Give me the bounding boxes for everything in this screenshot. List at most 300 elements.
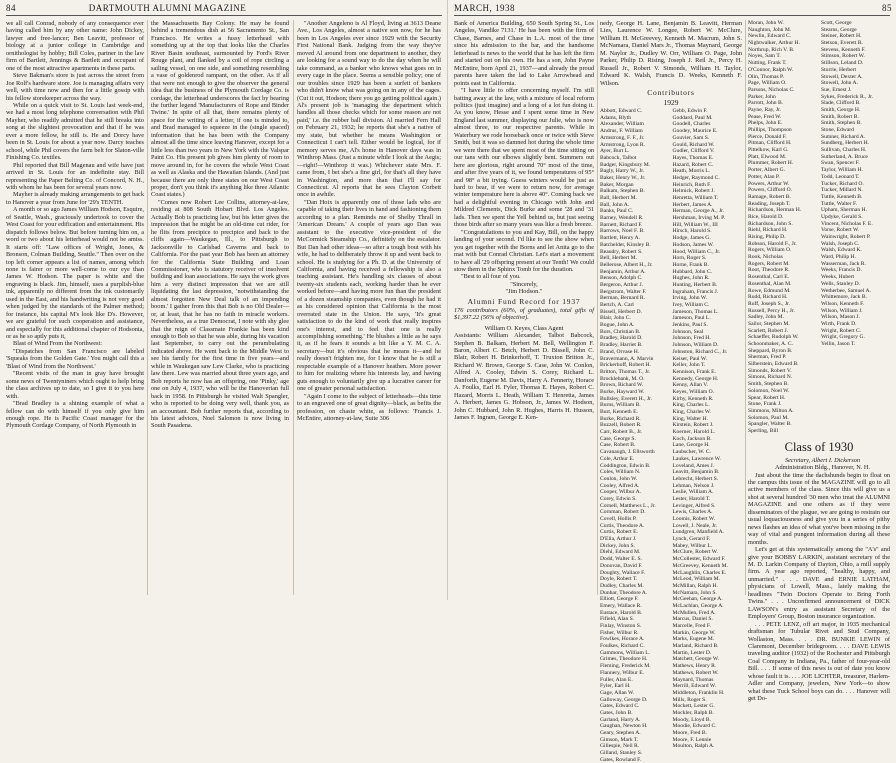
contributor-name: Russell, Percy H., Jr. — [748, 307, 795, 314]
right-column-1 — [454, 20, 594, 598]
contributor-name: Marks, Eugene M. — [672, 636, 715, 643]
contributor-name: Wilson, Kenneth F. — [821, 300, 865, 307]
contributor-name: Schoonmaker, A. C. — [748, 341, 793, 347]
contributor-name: Donovan, David F. — [600, 562, 643, 569]
contributor-name: Koerner, Harold L. — [672, 429, 716, 436]
contributor-name: Bartlett, Henry A. — [600, 235, 641, 242]
contributor-name: Barrows, Noel F. B. — [600, 228, 645, 235]
contributor-name: Dickey, John S. — [600, 542, 636, 549]
column-divider — [745, 20, 746, 595]
contributor-name: Kirby, Kenneth R. — [672, 395, 714, 402]
left-column-1 — [6, 20, 144, 598]
contributor-names-col-b — [673, 108, 743, 763]
contributor-name: Wilson, William J. — [821, 307, 863, 314]
contributor-name: Burke, Richard R. — [600, 415, 641, 422]
contributor-list — [600, 108, 742, 763]
contributor-name: McLachlan, George A. — [672, 602, 724, 609]
contributor-name: Powers, Clifford O. — [748, 187, 793, 194]
contributor-name: Gaughan, Newton H. — [600, 723, 648, 730]
contributor-name: King, Walter H. — [672, 415, 708, 422]
contributor-name: Pease, Fred W. — [748, 113, 782, 120]
contributor-name: Moran, John W. — [748, 20, 784, 26]
contributor-name: Parker, John — [748, 93, 776, 100]
contributor-name: Moodie, Edward C. — [672, 723, 717, 730]
contributor-name: Merrill, Edward W. — [672, 683, 716, 690]
paragraph: "Comes now Robert Lee Collins, attorney-at-law, residing at 808 South Hobart Blvd. Los Angeles. Actually Bob is practicing law, but his letter gives the impression that he might be an old-time cut rider, for he flits from precipice to precipice and back to the cliffs again—Waukegan, Ill., to Pittsburgh to Jacksonville to Carlsbad Caverns and back to California. For the past year Bob has been an attorney for the California State Building and Loan Commissioner, who is statutory receiver of insolvent building and loan associations. He says the work gives him a very distinct impression that we are still liquidating the last depression, 'notwithstanding the almost forgotten New Deal talk of an impending boom.' I gather from this that Bob is no Old Dealer—or, at least, that he has no faith in miracle workers. Nevertheless, as a true Democrat, I note with shy glee that the reign of Classmate Frankie has been kind enough to Bob so that he was able, during his vacation last September, to carry out the perambulating indicated above. He went back to the Middle West to see his family for the first time in five years—and while in Waukegan saw Lew Clarke, who is practicing law there. Lew was married about three years ago, and Bob reports he now has an offspring, one 'Pinky,' age one on July 4, 1937, who will be the Hanoverian full back in 1958. In Pittsburgh he visited Walt Spangler, who is reported to be doing very well, thank you, as an accountant. Bob further reports that, according to his latest advices, Noel Salomon is now living in South Pasadena. — [151, 198, 289, 430]
right-header-rule — [454, 15, 890, 16]
contributor-name: Bullsley, Everett H., Jr. — [600, 395, 652, 402]
contributor-name: Bradley, Harold D. — [600, 335, 643, 342]
contributor-name: Brand, Orvase H. — [600, 348, 640, 355]
paragraph: we all call Conrad, nobody of any consequence ever having called him by any other name: John Dickey, lawyer and free-lancer; Ben Leavitt, professor of biology at a junior college in Cambridge and ornithologist by hobby; Bill Coles, partner in the law firm of Bartlett, Jennings & Bartlett and occupant of one of the most attractive apartments in these parts. — [6, 20, 144, 72]
contributor-name: Keller, John T. — [672, 362, 706, 369]
contributor-name: Rook, Nicholas — [748, 254, 783, 261]
contributor-name: Porter, Albert G. — [748, 167, 786, 174]
contributor-name: Johnson, William D. — [672, 342, 719, 349]
contributor-name: Irving, John W. — [672, 295, 707, 302]
contributor-name: Batchelder, Kinsley B. — [600, 241, 651, 248]
contributor-name: Smith, Stephen B. — [821, 120, 862, 127]
contributor-name: Fuller, Alan E. — [600, 676, 633, 683]
contributor-name: Stone, Frank J. — [748, 401, 782, 408]
contributor-name: Newlin, Edward C. — [748, 33, 792, 40]
contributor-name: Todd, Leonard T. — [821, 173, 860, 180]
contributor-name: Sundberg, Herbert H. — [821, 140, 870, 147]
contributor-name: Simonds, Robert V. — [748, 367, 792, 374]
contributor-name: Upham, Sherman H. — [821, 207, 867, 214]
contributor-name: McNamara, John S. — [672, 589, 717, 596]
contributor-name: King, Charles W. — [672, 409, 712, 416]
contributor-name: Bradley, Harriet B. — [600, 342, 643, 349]
contributor-name: Hughes, John R. — [672, 275, 710, 282]
contributor-name: Lehman, Nelson J. — [672, 482, 715, 489]
contributor-name: Doyle, Robert T. — [600, 576, 638, 583]
contributor-name: Johnston, Richard C., Jr. — [672, 348, 728, 355]
class-1930-heading: Class of 1930 — [784, 439, 854, 454]
paragraph: Blast of Wind From the Northwest: — [13, 340, 103, 348]
contributor-name: Smith, George H. — [821, 106, 861, 113]
contributor-name: Lewis, Charles A. — [672, 509, 713, 516]
left-magazine-title: DARTMOUTH ALUMNI MAGAZINE — [88, 3, 247, 13]
contributor-name: Horn, Roger S. — [672, 255, 707, 262]
contributor-name: Kennedy, George H. — [672, 375, 719, 382]
contributor-name: Bellerose, Albert H., Jr. — [600, 261, 653, 268]
contributor-name: Kirstein, Robert J. — [672, 422, 714, 429]
contributor-name: Taylor, William H. — [821, 167, 863, 174]
contributor-name: Blair, John C. — [600, 315, 631, 322]
contributor-name: Fyler, Earl H. — [600, 683, 631, 690]
paragraph: While on a quick visit to St. Louis last week-end, we had a most long telephone conversation with Phil Mayher, who readily admitted that he still breaks into song at the slightest provocation and that if he was ever a more fellow, he still is. He and Dorcy have been in St. Louis for about a year now. Darcy teaches school, while Phil covers the farm belt for Slaton-ville Finishing Co. textiles. — [6, 101, 144, 162]
paragraph: "Best to all four of you. — [461, 273, 521, 281]
contributor-name: Sadley, John M. — [748, 314, 784, 321]
contributor-name: Gebb, Edwin F. — [672, 108, 708, 115]
paragraph: "Dispatches from San Francisco are labeled 'Squeaks from the Golden Gate.' You might call this a 'Blast of Wind from the Northwest.' — [6, 347, 144, 370]
contributor-name: Payne, Ray, Jr. — [748, 106, 782, 113]
contributor-name: Leavitt, Benjamin B. — [672, 469, 720, 476]
paragraph: "Recent visits of the man in gray have brought some news of Twentyniners which ought to help bring the class archives up to date, so I give it to you here with. — [6, 370, 144, 400]
contributor-name: Goddard, Paul M. — [672, 114, 713, 121]
paragraph: Just about the time the dachshunds begin to float on the campus this issue of the MAGAZINE will go to all active members of the class. Since this will give us a shot at several hundred '30 men who treat the ALUMNI MAGAZINE and one others as if they were disseminators of the plague, we are going to restrain our usual loquaciousness and give you in a series of pithy news flashes an idea of what you've been missing in the way of vital and pungent information during all these months. — [748, 471, 890, 546]
contributor-name: Solomon, Noel W. — [748, 387, 790, 394]
contributor-name: Rosenthal, Carl E. — [748, 274, 790, 281]
contributor-name: Laubscher, W. C. — [672, 449, 711, 456]
contributor-name: Bogue, John A. — [600, 322, 635, 329]
contributor-name: Vincent, Nicholas F. E. — [821, 220, 873, 227]
contributor-name: Hubbard, John C. — [672, 268, 712, 275]
contributor-name: Fleming, Frederick M. — [600, 663, 651, 670]
contributor-name: Spangler, Walter B. — [748, 421, 792, 428]
contributor-name: Johnson, Fred H. — [672, 335, 711, 342]
contributor-name: Cavanaugh, J. Ellsworth — [600, 449, 655, 456]
paragraph: Bank of America Building, 650 South Spring St., Los Angeles, Vandike 7131.' He has been with the firm of Chase, Barnes, and Chase in L.A. most of the time since his admission to the bar, and the handsome letterhead is news to the world that he has left the firm and started out on his own. He has a son, John Payne McEntire, born April 21, 1937—and already the proud parents have taken the lad to Lake Arrowhead and points east in California. — [454, 20, 594, 87]
contributor-name: Rosenthal, Alan M. — [748, 280, 792, 287]
contributors-heading: Contributors — [647, 88, 695, 98]
contributor-name: Wainwright, Robert P. — [821, 234, 871, 240]
contributor-name: Gates, John B. — [600, 709, 633, 716]
contributor-name: Diehl, Edward M. — [600, 549, 641, 556]
contributor-name: Jameson, Paul L. — [672, 315, 711, 322]
contributor-name: Armstrong, Lyon R. — [600, 141, 646, 148]
contributor-name: Parsons, Nicholas C. — [748, 86, 795, 93]
contributor-name: Wirth, Frank D. — [821, 320, 857, 327]
contributor-name: Alexander, William — [600, 121, 644, 128]
contributor-name: Curtis, Theodore A. — [600, 522, 645, 529]
paragraph: "Dan Hoix is apparently one of those lads who are capable of taking their lives in hand and fashioning them according to a plan. Reminds me of Shelby Thrall in 'American Dream.' A couple of years ago Dan was assistant to the executive vice-president of the McCormick Steamship Co., definitely on the escalator. But Dan had other ideas—so after a tough bout with his wife, he had to deliberately throw it up and went back to school. He is studying for a Ph. D. at the University of California, and having received a fellowship is also a teaching assistant. He's handling six classes of about twenty-six students each, working harder than he ever worked before—and having more fun than the president of a dozen steamship companies, even though he had it as his considered opinion that California is the most overrated state in the Union. He says, 'It's great satisfaction to do the kind of work that really inspires one's interest, and to feel that one is really accomplishing something.' He blushes a little as he says it, as if he fears it sounds a bit like a Y. M. C. A. secretary—but it's obvious that he means it—and he really doesn't frighten me, for I know that he is still a respectable example of a Hanover heathen. More power to him for realizing where his interests lay, and having guts enough to voluntarily give up a lucrative career for one of greater personal satisfaction. — [297, 198, 441, 393]
paragraph: nedy, George H. Lane, Benjamin B. Leavitt, Herman Lies, Laurence W. Longee, Robert W. McClure, William H. McGreevey, Kenneth M. Macrum, John S. McNamara, Daniel Mars Jr., Thomas Maynard, George M. Naylor Jr., Dudley W. Orr, William O. Page, John Parker, Philip D. Rising, Joseph J. Reil Jr., Percy H. Russell Jr., Robert V. Simonds, William H. Taylor, Edward K. Walsh, Francis D. Weeks, Kenneth F. Wilson. — [600, 20, 742, 87]
paragraph: A month or so ago James William Hodson, Esquire, of Seattle, Wash., graciously undertook to cover the West Coast for your edification and entertainment. His dispatch follows below. But before turning him on, a word or two about his letterhead would not be amiss. It starts off: "Law offices of Wright, Jones, & Bronson, Colman Building, Seattle." Then over on the top left corner appears a list of names, among which none is fairer or more well-come to our eye than James W. Hodson. The paper is white and the engraving is black. Jim, himself, uses a purplish-blue ink, apparently no different from the ink customarily used in the East, and his handwriting is not very good when judged by the standards of the Palmer method; for instance, his capital M's look like D's. However, we are grateful for such cooperation and assistance, and especially for this additional chapter of Hodsonia, or as he so aptly puts it, — [6, 206, 144, 341]
contributor-name: McGeehan, George A. — [672, 596, 723, 603]
contributor-name: Covell, Hollis P. — [600, 516, 637, 523]
contributor-name: Steiner, Robert H. — [821, 33, 862, 40]
contributor-name: Moulton, Ralph A. — [672, 743, 715, 750]
contributor-name: Lundgren, Manfield A. — [672, 529, 725, 536]
contributor-name: Bissell, Herbert D. — [600, 308, 642, 315]
left-column-2 — [151, 20, 289, 598]
contributor-name: Robson, Harold F., Jr. — [748, 240, 797, 247]
contributor-name: Phelps, John E. — [748, 120, 783, 127]
contributor-name: Ruff, Joseph S., Jr. — [748, 300, 791, 307]
contributor-name: Johnson, Seal — [672, 328, 704, 335]
contributor-name: Root, Theodore R. — [748, 267, 790, 274]
contributor-name: Hunting, Herbert B. — [672, 281, 718, 288]
fund-summary: 176 contributors (60%, of graduates), total gifts of $1,397.22 (56% of objective). — [454, 306, 594, 322]
contributor-name: Hazard, Robert C. — [672, 161, 714, 168]
contributor-name: Helmick, Robert J. — [672, 188, 715, 195]
contributor-name: Mathews, Henry R. — [672, 663, 717, 670]
contributor-name: Sutherland, A. Bruce — [821, 153, 868, 160]
contributor-name: Pitman, Clifford H. — [748, 140, 792, 147]
contributor-name: Garland, Harry A. — [600, 716, 641, 723]
contributor-name: McMillan, Ralph H. — [672, 582, 718, 589]
contributor-name: Jameson, Thomas L. — [672, 308, 719, 315]
contributor-name: Bors, Christian B. — [600, 328, 641, 335]
contributor-name: Pittelkow, Karl G. — [748, 147, 789, 154]
contributor-name: Richardson, John S. — [748, 220, 793, 227]
contributor-name: Moore, Fred B. — [672, 730, 707, 737]
contributor-name: Cornell, Matthews L., Jr. — [600, 502, 656, 509]
contributor-name: Whittemore, Jack B. — [821, 294, 867, 301]
contributor-name: Eustace, Harold B. — [600, 609, 643, 616]
contributor-name: Simons, Richard N. — [748, 374, 793, 381]
contributor-name: Marland, Richard B. — [672, 643, 719, 650]
contributor-name: Benjamin, Arthur A. — [600, 268, 646, 275]
contributor-name: Bravermann, A. Marvin — [600, 355, 654, 362]
contributor-name: Wilson, Mason J. — [821, 314, 860, 321]
contributor-name: Gimson, Mark T. — [600, 736, 639, 743]
contributor-name: Heinrich, Ruth F. — [672, 181, 712, 188]
contributor-name: Naughton, John M. — [748, 26, 792, 33]
contributor-name: Leslie, William A. — [672, 489, 714, 496]
contributor-name: Stevens, Kenneth F. — [821, 46, 866, 53]
contributor-name: McCollester, Edward F. — [672, 556, 726, 563]
paragraph: "Congratulations to you and Kay, Bill, on the happy landing of your second. I'd like to see the show when you get together with the Borns and let Anita go to the mat with but Conrad Christian. Let's start a movement to have all '29 offspring present at our Tenth! We could stow them in the Sphinx Tomb for the duration. — [454, 228, 594, 273]
paragraph: Phil reported that Bill Magenau and wife have just arrived in St. Louis for an indefinite stay. Bill representing the Paper Belting Co. of Concord, N. H., with whom he has been for several years now. — [6, 161, 144, 191]
assistants-paragraph: Assistants: William Alexander, Talbot Babcock, Stephen B. Balkam, Herbert M. Bell, Wellington F. Baron, Albert C. Betch, Herbert D. Bissell, John C. Blair, Robert H. Brinkerhoff, T. Truxton Britton Jr., Richard W. Brown, George S. Case, John W. Conlon, Alfred A. Cooley, Edwin S. Corey, Richard L. Danforth, Eugene M. Davis, Harry A. Fennerty, Horace A. Foulks, Earl H. Fyler, Thomas E. Hayes, Robert C. Hazard, Morris L. Heath, William T. Henretta, James A. Herbert, James G. Hobson, Jr., James W. Hodson, John C. Hubbard, John R. Hughes, Harris H. Husson, James F. Ingram, George E. Ken- — [454, 332, 594, 422]
contributor-name: Stillson, Leland D. — [821, 60, 864, 67]
contributor-name: D'Elia, Arthur J. — [600, 536, 637, 543]
contributor-name: Schaeffer, Rudolph W. — [748, 334, 799, 341]
contributor-name: Corey, Edwin S. — [600, 495, 637, 502]
contributor-name: Rising, Philip D. — [748, 234, 786, 240]
contributor-name: Buzzell, Robert R. — [600, 422, 642, 429]
contributor-name: King, Charles L. — [672, 402, 710, 409]
contributor-name: Page, William O. — [748, 80, 787, 87]
contributor-name: Tucker, Richard O. — [821, 180, 864, 187]
contributor-name: Conlon, John W. — [600, 475, 638, 482]
contributor-name: Ramage, Robert B. — [748, 193, 791, 200]
contributor-name: Gould, Richard W. — [672, 141, 715, 148]
contributor-name: Burt, Kenneth E. — [600, 409, 638, 416]
contributor-name: Rowe, Edmund M. — [748, 287, 791, 294]
contributor-name: Koch, Jackson B. — [672, 435, 712, 442]
contributor-name: Jenkins, Paul S. — [672, 322, 708, 329]
contributor-name: Wright, Gregory G. — [821, 334, 865, 341]
contributor-name: Brown, Richard W. — [600, 382, 644, 389]
contributor-name: Lebrecht, Herbert S. — [672, 475, 719, 482]
contributor-name: Gillespie, Neil R. — [600, 743, 640, 750]
contributor-name: Powers, Arthur W. — [748, 180, 790, 187]
column-divider — [147, 20, 148, 595]
contributor-name: Doughty, Wallace F. — [600, 569, 646, 576]
contributor-name: Scott, George — [821, 20, 852, 26]
contributor-name: Barney, Wendell R. — [600, 215, 644, 222]
contributor-name: Gammons, William L. — [600, 649, 651, 656]
contributor-name: Flannery, Wilbur E. — [600, 669, 645, 676]
contributor-name: Sheppard, Byron B. — [748, 347, 793, 354]
contributor-name: Weeks, Francis D. — [821, 267, 862, 274]
contributor-name: Case, Robert B. — [600, 442, 636, 449]
contributor-name: Bell, Herbert M. — [600, 255, 637, 262]
contributor-name: Levinger, Alfred S. — [672, 502, 716, 509]
contributor-name: Sailor, Stephen M. — [748, 320, 790, 327]
contributor-name: Hood, William C., Jr. — [672, 248, 721, 255]
contributor-name: McClure, Robert W. — [672, 549, 718, 556]
contributor-name: Ball, John A. — [600, 201, 630, 208]
contributor-list-continued — [748, 20, 890, 435]
contributor-name: Scarlett, Robert J. — [748, 327, 789, 334]
contributor-name: Solomon, Paul M. — [748, 414, 789, 421]
contributor-name: Marcus, Daniel S. — [672, 616, 713, 623]
contributor-name: Walsh, Edward K. — [821, 247, 862, 254]
contributor-name: Cooper, Wilbur A. — [600, 489, 642, 496]
contributor-name: Tucker, Millard N. — [821, 187, 863, 194]
contributor-name: Loveland, Ames J. — [672, 462, 715, 469]
paragraph: "Another Angeleno is Al Floyd, living at 3613 Deane Ave., Los Angeles, almost a native son now, for he has been in Los Angeles ever since 1929 with the Security First National Bank. Judging from the way they've moved Al around from one department to another, they are looking for a sound way to do the day when he will take command, as a banker who knows what goes on in every cage in the place. Seems a sensible policy; one of our troubles since 1929 has been a surfeit of bankers who didn't know what was going on in any of the cages. (Cut it out, Hodson; there you go getting political again.) Al's present job is 'managing the department which handles all those checks which for some reason are not paid,' i.e. the rubber ball division. Al married Fern Hall on February 21, 1932; he reports that she's a native of my state, but whether he means Washington or Connecticut I can't tell. Either would be logical, for if memory serves me, Al's home in Hanover days was in Winthrop Mass. (Just a minute while I look at the Aegis;—right!—Winthrop it was.) Whichever state Mrs. F. came from, I bet she's a fine girl, for that's all they have in Washington, and more than that I'll say for Connecticut. Al reports that he sees Clayton Corbett once in awhile. — [297, 20, 441, 199]
contributor-name: Abbott, Edward C. — [600, 108, 643, 115]
contributor-name: Herman, George A., Jr. — [672, 208, 725, 215]
contributor-name: Potter, Alan P. — [748, 173, 780, 180]
contributor-name: McLaughlin, Charles E. — [672, 569, 727, 576]
contributor-name: Mockett, Lester G. — [672, 703, 715, 710]
contributor-name: Ball, Herbert M. — [600, 195, 637, 202]
contributor-name: Goodey, Maurice E. — [672, 128, 718, 135]
contributor-name: Mills, Roger S. — [672, 696, 707, 703]
contributor-name: Reading, Joseph T. — [748, 200, 791, 207]
contributor-name: Heath, Morris L. — [672, 168, 711, 175]
contributor-name: Loomis, Robert W. — [672, 516, 716, 523]
contributor-name: Barnett, Richard F. — [600, 221, 643, 228]
contributor-name: Keyes, William O. — [672, 388, 715, 395]
contributor-name: Rogers, William O. — [748, 247, 792, 254]
contributor-name: Hershman, Irving M. P. — [672, 215, 726, 222]
contributor-name: Spear, Robert H. — [748, 394, 786, 401]
left-column-3 — [297, 20, 441, 598]
left-page-header — [6, 3, 442, 13]
contributor-name: Nightwalker, Arthur H. — [748, 40, 800, 47]
contributor-name: Armstrong, F. F., Jr. — [600, 134, 645, 141]
contributor-name: Maynard, Thomas — [672, 676, 714, 683]
contributor-name: Bertch, A. Carl — [600, 302, 634, 309]
contributor-name: Hedger, Raymond C. — [672, 174, 720, 181]
contributor-name: Tuttle, Kenneth B. — [821, 193, 863, 200]
contributor-name: Platt, Elwood M. — [748, 153, 787, 160]
contributor-name: Noyes, Sam T. — [748, 53, 781, 60]
contributor-name: Brickerhoff, Robert H. — [600, 362, 651, 369]
contributor-name: McMullen, Fred A. — [672, 609, 716, 616]
contributor-name: Gates, Rowland F. — [600, 756, 642, 763]
contributor-name: Lane, George H. — [672, 442, 710, 449]
contributor-name: Smith, Stephen B. — [748, 381, 789, 388]
contributor-name: Ivey, William C. — [672, 302, 710, 309]
contributor-name: Stowell, John A. — [821, 80, 858, 87]
contributor-name: Rudd, Richard H. — [748, 294, 788, 301]
contributor-name: Sherman, Fred P. — [748, 354, 787, 361]
contributor-name: Britton, Thomas T., Jr. — [600, 368, 651, 375]
contributor-name: Banks, Paul C. — [600, 208, 634, 215]
contributor-name: Bergeron, Arthur J. — [600, 281, 644, 288]
contributor-name: Benson, Adolph C. — [600, 275, 643, 282]
contributor-name: Dudley, Charles M. — [600, 582, 644, 589]
contributor-name: Simmons, Milton A. — [748, 407, 794, 414]
contributor-name: Gouvier, Sam S. — [672, 134, 710, 141]
contributor-name: Swan, Spencer F. — [821, 160, 860, 167]
right-page — [448, 0, 896, 763]
contributor-name: Curtis, Robert E. — [600, 529, 638, 536]
contributor-name: Mabey, Wilbur L. — [672, 542, 713, 549]
contributor-name: Parrott, John B. — [748, 100, 784, 107]
paragraph: Steve Bakman's store is just across the street from Joe Rolf's hardware store. Joe is managing affairs very well, with time now and then for a little gossip with his fellow storekeeper across the way. — [6, 72, 144, 102]
contributor-name: McGreevey, Kenneth M. — [672, 562, 729, 569]
contributor-name: Goodell, Charles — [672, 121, 711, 128]
contributor-name: Marcelle, Fred F. — [672, 623, 711, 630]
contributor-name: Horne, Frank B. — [672, 261, 709, 268]
contributor-name: Balkam, Stephen B. — [600, 188, 645, 195]
contributor-name: Hodge, James G. — [672, 235, 711, 242]
paragraph: . . . PETE LENZ, off art major, in 1935 mechanical draftsman for Tubular Rivet and Stud Company, Wollaston, Mass. . . . DR. BUNKIE LEWIN of Claremont, December bridegroom. . . . DAVE LEWIS traveling auditor (1932) of the Rochester and Pittsburgh Coal Company in Indiana, Pa., father of four-year-old Bill. . . . If some of this news is out of date you know whose fault it is. . . . JOE LICHTER, treasurer, Harlem-Adler and Company, jewelers, New York—to show what these Tuck School boys can do. . . . Hanover will get Do- — [748, 620, 890, 703]
signature-name: "Jim Hodson." — [505, 288, 543, 296]
contributor-name: Markin, George W. — [672, 629, 716, 636]
contributor-name: Dodd, Walter E. S. — [600, 556, 643, 563]
right-date: MARCH, 1938 — [454, 3, 516, 13]
contributor-name: Martin, Lester D. — [672, 649, 712, 656]
class-address: Administration Bldg., Hanover, N. H. — [774, 464, 871, 472]
contributor-name: Wasserman, Jack R. — [821, 260, 866, 267]
right-page-number: 85 — [882, 3, 892, 13]
contributor-name: Galloway, George D. — [600, 696, 648, 703]
contributor-name: Rogers, Robert M. — [748, 260, 790, 267]
contributor-name: McLeod, William M. — [672, 576, 721, 583]
contributor-name: Hayes, Thomas E. — [672, 154, 714, 161]
contributor-name: Gilland, Stanley S. — [600, 750, 643, 757]
class-agent-line: William O. Keyes, Class Agent — [484, 324, 564, 332]
column-divider — [597, 20, 598, 595]
contributor-name: Hirsch, Harold S. — [672, 228, 712, 235]
contributor-name: Wells, Stanley D. — [821, 280, 861, 287]
contributor-name: Berman, Bernard R. — [600, 295, 646, 302]
contributor-name: Plummer, Robert H. — [748, 160, 794, 167]
contributor-name: Walsh, Joseph C. — [821, 240, 860, 247]
signature-line: "Sincerely, — [510, 280, 538, 288]
contributor-name: Wright, Robert C. — [821, 327, 862, 334]
contributor-names-col-d — [821, 20, 890, 435]
contributor-name: Fifield, Alan S. — [600, 616, 635, 623]
contributor-name: Mathews, Robert W. — [672, 669, 719, 676]
paragraph: "I have little to offer concerning myself. I'm still batting away at the law, with a mixture of local reform politics (just imagine) and a long of a lot fun doing it. As you know, Hesse and I spent some time in New England last summer, displaying our Julie, who is now almost three, to our respective parents. While in Waterbury we rode horseback once or twice with Steve Smith, but it was so damned hot during the whole time we were there that we spent most of the time sitting on our tans with our elbows slightly bent. Summers out here are glorious, right around 70° most of the time, and after five years of it, we found temperatures of 95° and 98° a bit trying. Guess winters would be just as hard to bear, if we were to return now, for average winter temperature here is above 40°. Coming back we had a delightful evening in Chicago with John and Mildred Clements, Dick Burke and some '28 and '31 lads. Then we spent the Yell behind us, but just seeing those birds after so many years was like a fresh breeze. — [454, 87, 594, 229]
contributor-name: Sue, Ernest J. — [821, 86, 852, 93]
contributor-name: Lester, Harold T. — [672, 495, 711, 502]
contributor-name: Cornman, Robert D. — [600, 509, 646, 516]
right-page-header — [454, 3, 890, 13]
contributor-name: Burns, William B. — [600, 402, 641, 409]
contributor-name: Babcock, Talbot — [600, 154, 637, 161]
contributor-name: Stimson, Robert W. — [821, 53, 865, 60]
contributor-name: Sumner, Richard A. — [821, 133, 866, 140]
contributor-name: Coddington, Edwin B. — [600, 462, 651, 469]
contributor-name: Sullivan, Charles H. — [821, 147, 867, 154]
contributor-name: Northrup, Rich V. B. — [748, 46, 795, 53]
contributor-name: Olin, Thomas P. — [748, 73, 784, 80]
contributor-name: Ward, Philip H. — [821, 254, 856, 261]
contributor-name: Moore, F. Lennie — [672, 736, 712, 743]
contributor-name: Ingraham, Francis J. — [672, 288, 719, 295]
contributor-name: Moody, Lloyd B. — [672, 716, 711, 723]
contributor-name: Phillips, Thompson — [748, 127, 792, 133]
contributor-name: Gates, Edward C. — [600, 703, 640, 710]
left-page — [0, 0, 448, 600]
contributors-year: 1929 — [663, 98, 679, 108]
contributor-name: Baker, Morgan — [600, 181, 634, 188]
contributor-name: Rice, Harold D. — [748, 213, 784, 220]
contributor-name: Emery, Wallace R. — [600, 602, 642, 609]
contributor-name: Coles, William N. — [600, 469, 641, 476]
contributor-name: Elliott, George F. — [600, 596, 639, 603]
contributor-name: Keiser, Paul W. — [672, 355, 708, 362]
contributor-name: Laukes, Lawrence W. — [672, 455, 721, 462]
contributor-name: Weeks, Hubert — [821, 274, 855, 281]
contributor-name: Kennison, Frank E. — [672, 368, 717, 375]
contributor-name: Wetherbee, Samuel A. — [821, 287, 871, 294]
contributor-name: Stowell, Dexter A. — [821, 73, 863, 80]
